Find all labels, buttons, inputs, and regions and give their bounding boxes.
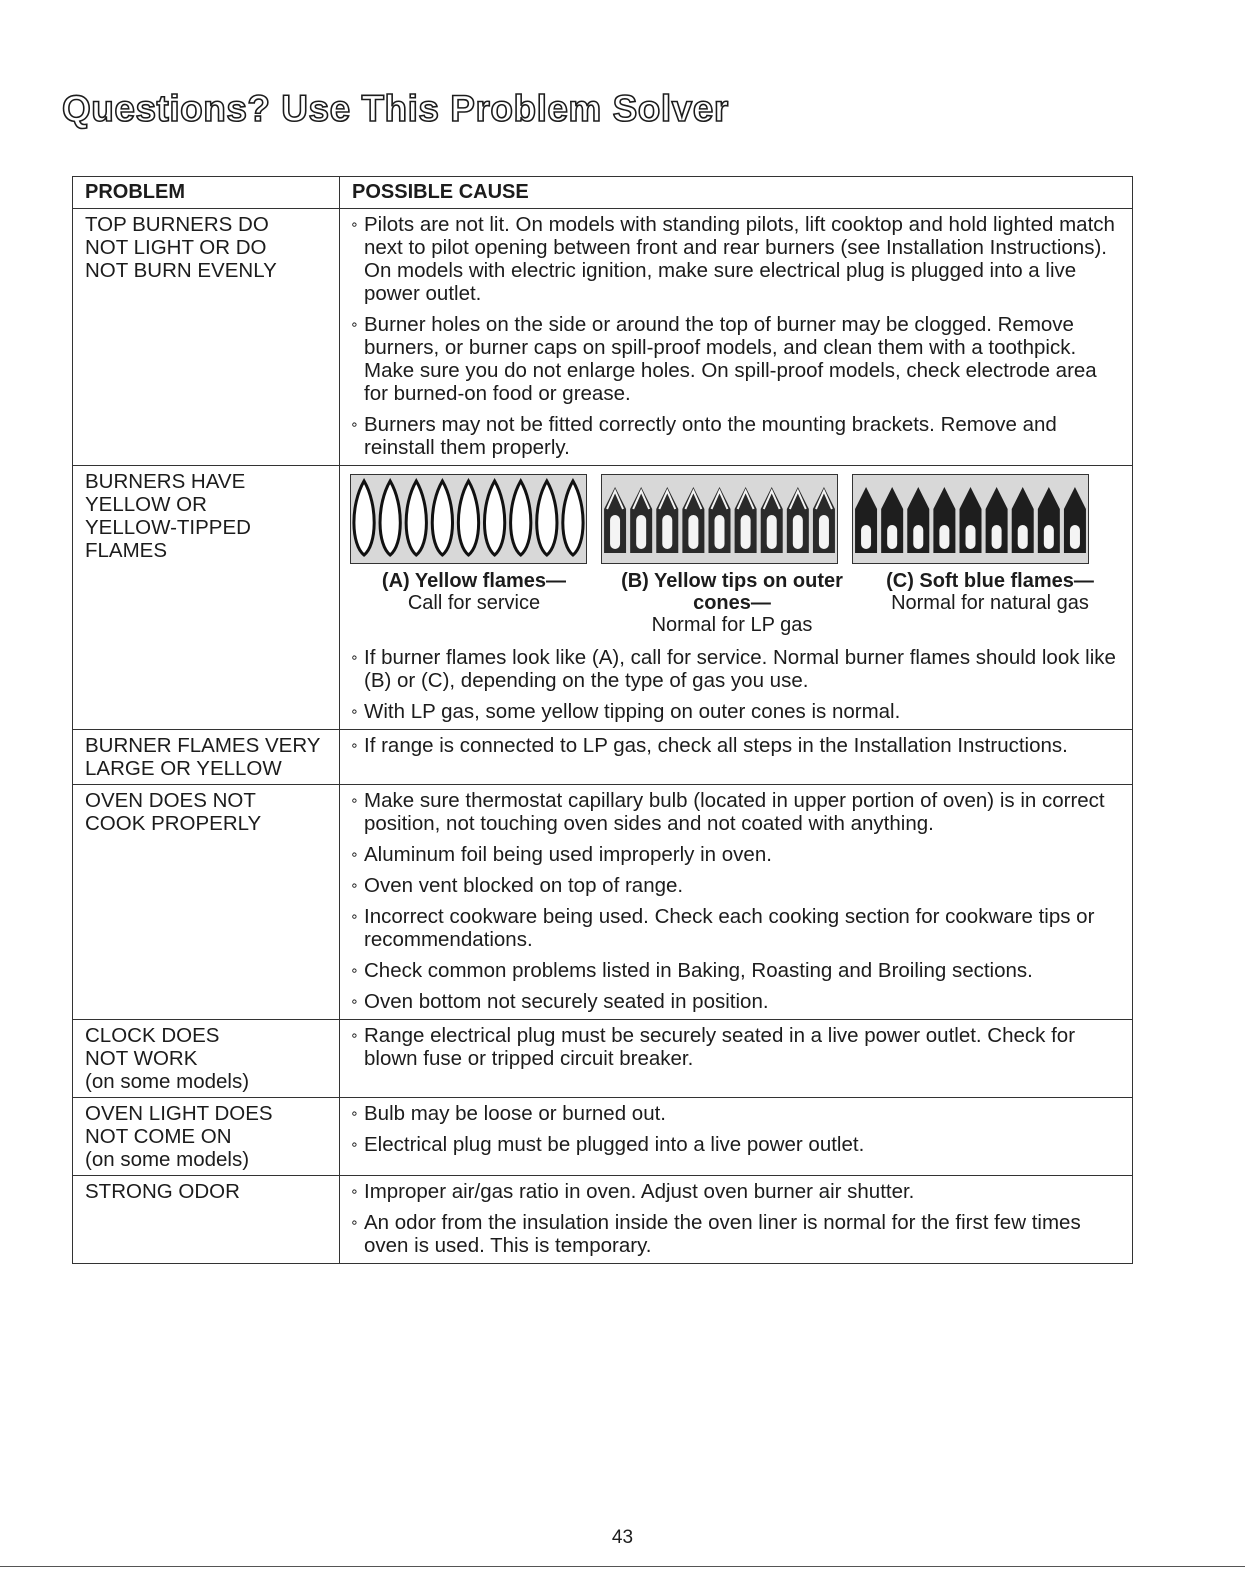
bullet-icon: ∘ <box>350 316 359 332</box>
table-header-row <box>73 177 1133 209</box>
cause-item <box>350 1102 1124 1125</box>
problem-cell <box>73 1176 340 1264</box>
cause-text: If burner flames look like (A), call for service. Normal burner flames should look like (B) or (C), depending on the type of gas you use. <box>364 646 1116 692</box>
problem-column-header: PROBLEM <box>73 177 340 209</box>
bullet-icon: ∘ <box>350 792 359 808</box>
possible-cause-cell <box>340 209 1133 466</box>
cause-item <box>350 413 1124 459</box>
cause-item <box>350 959 1124 982</box>
table-row <box>73 209 1133 466</box>
problem-solver-table <box>72 176 1133 1264</box>
cause-text: Burner holes on the side or around the top of burner may be clogged. Remove burners, or burner caps on spill-proof models, and clean them with a toothpick. Make sure you do not enlarge holes. On spill-proof models, check electrode area for burned-on food or grease. <box>364 313 1097 405</box>
flame-captions <box>350 570 1124 636</box>
problem-text: OVEN LIGHT DOES NOT COME ON (on some models) <box>85 1102 273 1171</box>
flame-caption <box>350 570 598 636</box>
cause-item <box>350 789 1124 835</box>
possible-cause-cell <box>340 730 1133 785</box>
problem-cell <box>73 209 340 466</box>
bullet-icon: ∘ <box>350 703 359 719</box>
possible-cause-cell <box>340 1176 1133 1264</box>
bullet-icon: ∘ <box>350 216 359 232</box>
problem-cell <box>73 466 340 730</box>
cause-text: With LP gas, some yellow tipping on outer cones is normal. <box>364 700 901 723</box>
bullet-icon: ∘ <box>350 1105 359 1121</box>
bullet-icon: ∘ <box>350 908 359 924</box>
bullet-icon: ∘ <box>350 1136 359 1152</box>
problem-cell <box>73 1098 340 1176</box>
flame-caption <box>608 570 856 636</box>
cause-item <box>350 700 1124 723</box>
cause-text: If range is connected to LP gas, check all steps in the Installation Instructions. <box>364 734 1068 757</box>
cause-item <box>350 1180 1124 1203</box>
table-row <box>73 730 1133 785</box>
problem-cell <box>73 1020 340 1098</box>
bullet-icon: ∘ <box>350 962 359 978</box>
table-row <box>73 1176 1133 1264</box>
page-number: 43 <box>611 1527 634 1548</box>
bullet-icon: ∘ <box>350 846 359 862</box>
cause-text: Incorrect cookware being used. Check each cooking section for cookware tips or recommendations. <box>364 905 1095 951</box>
cause-item <box>350 1133 1124 1156</box>
flame-caption-description: Call for service <box>407 592 541 614</box>
bullet-icon: ∘ <box>350 1214 359 1230</box>
cause-item <box>350 213 1124 305</box>
bullet-icon: ∘ <box>350 877 359 893</box>
cause-item <box>350 843 1124 866</box>
cause-text: Make sure thermostat capillary bulb (located in upper portion of oven) is in correct position, not touching oven sides and not coated with anything. <box>364 789 1105 835</box>
cause-text: Electrical plug must be plugged into a live power outlet. <box>364 1133 865 1156</box>
cause-text: Improper air/gas ratio in oven. Adjust oven burner air shutter. <box>364 1180 915 1203</box>
problem-text: STRONG ODOR <box>85 1180 240 1203</box>
problem-text: BURNERS HAVE YELLOW OR YELLOW-TIPPED FLAMES <box>85 470 251 562</box>
bullet-icon: ∘ <box>350 649 359 665</box>
problem-text: OVEN DOES NOT COOK PROPERLY <box>85 789 262 835</box>
cause-item <box>350 734 1124 757</box>
problem-text: TOP BURNERS DO NOT LIGHT OR DO NOT BURN EVENLY <box>85 213 277 282</box>
flame-illustration-a <box>350 474 587 564</box>
bullet-icon: ∘ <box>350 416 359 432</box>
flame-illustrations <box>350 470 1124 564</box>
cause-item <box>350 990 1124 1013</box>
cause-item <box>350 905 1124 951</box>
cause-text: Aluminum foil being used improperly in oven. <box>364 843 772 866</box>
flame-illustration-b <box>601 474 838 564</box>
problem-text: CLOCK DOES NOT WORK (on some models) <box>85 1024 250 1093</box>
cause-text: Oven vent blocked on top of range. <box>364 874 684 897</box>
cause-text: Check common problems listed in Baking, Roasting and Broiling sections. <box>364 959 1033 982</box>
possible-cause-cell <box>340 785 1133 1020</box>
cause-text: Bulb may be loose or burned out. <box>364 1102 666 1125</box>
bullet-icon: ∘ <box>350 737 359 753</box>
flame-caption-label: (C) Soft blue flames— <box>886 570 1094 592</box>
cause-item <box>350 874 1124 897</box>
cause-item <box>350 646 1124 692</box>
cause-item <box>350 313 1124 405</box>
table-row <box>73 466 1133 730</box>
table-row <box>73 1098 1133 1176</box>
flame-caption <box>866 570 1114 636</box>
page-bottom-divider <box>0 1566 1245 1567</box>
cause-item <box>350 1211 1124 1257</box>
cause-item <box>350 1024 1124 1070</box>
possible-cause-column-header: POSSIBLE CAUSE <box>340 177 1133 209</box>
bullet-icon: ∘ <box>350 1183 359 1199</box>
cause-text: Pilots are not lit. On models with standing pilots, lift cooktop and hold lighted match next to pilot opening between front and rear burners (see Installation Instructions). On models with electric ignition, make sure electrical plug is plugged into a live power outlet. <box>364 213 1115 305</box>
table-row <box>73 785 1133 1020</box>
problem-text: BURNER FLAMES VERY LARGE OR YELLOW <box>85 734 321 780</box>
possible-cause-cell <box>340 1098 1133 1176</box>
bullet-icon: ∘ <box>350 993 359 1009</box>
flame-illustration-c <box>852 474 1089 564</box>
possible-cause-cell <box>340 1020 1133 1098</box>
problem-cell <box>73 730 340 785</box>
cause-text: Burners may not be fitted correctly onto the mounting brackets. Remove and reinstall them properly. <box>364 413 1057 459</box>
flame-caption-description: Normal for natural gas <box>891 592 1089 614</box>
page-title: Questions? Use This Problem Solver <box>62 88 729 129</box>
table-row <box>73 1020 1133 1098</box>
flame-caption-label: (A) Yellow flames— <box>381 570 567 592</box>
possible-cause-cell <box>340 466 1133 730</box>
bullet-icon: ∘ <box>350 1027 359 1043</box>
cause-text: Range electrical plug must be securely seated in a live power outlet. Check for blown fuse or tripped circuit breaker. <box>364 1024 1076 1070</box>
cause-text: An odor from the insulation inside the oven liner is normal for the first few times oven is used. This is temporary. <box>364 1211 1081 1257</box>
flame-caption-label: (B) Yellow tips on outer cones— <box>621 570 843 614</box>
problem-cell <box>73 785 340 1020</box>
flame-caption-description: Normal for LP gas <box>651 614 813 636</box>
cause-text: Oven bottom not securely seated in position. <box>364 990 769 1013</box>
